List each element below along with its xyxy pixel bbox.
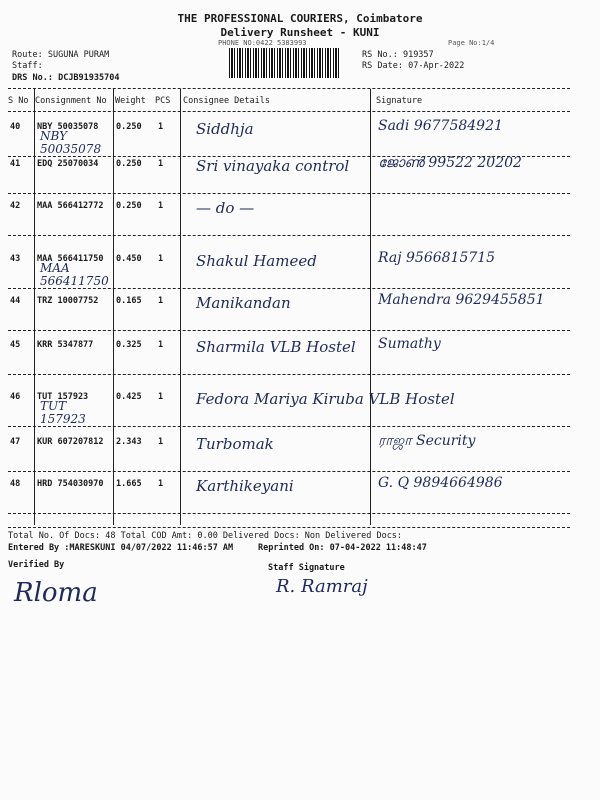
row-separator xyxy=(8,235,570,236)
row-pcs: 1 xyxy=(158,201,164,211)
row-signature: Sadi 9677584921 xyxy=(378,118,503,134)
row-separator xyxy=(8,288,570,289)
row-consignment-no: KUR 607207812 xyxy=(37,437,104,447)
entered-line: Entered By :MARESKUNI 04/07/2022 11:46:57 AM xyxy=(8,543,234,553)
staff-signature: R. Ramraj xyxy=(276,576,368,597)
row-handwritten-consignment: NBY 50035078 xyxy=(40,129,102,156)
table-top-rule xyxy=(8,88,570,89)
row-signature: G. Q 9894664986 xyxy=(378,475,503,491)
row-consignment-no: HRD 754030970 xyxy=(37,479,104,489)
drs-label: DRS No.: xyxy=(12,73,53,83)
row-sno: 48 xyxy=(10,479,21,489)
row-consignment-no: NBY 50035078 xyxy=(37,122,99,132)
col-sno: S No xyxy=(8,96,29,106)
row-separator xyxy=(8,471,570,472)
verified-label: Verified By xyxy=(8,560,65,570)
row-signature: Raj 9566815715 xyxy=(378,250,496,266)
col-consignment: Consignment No xyxy=(35,96,107,106)
row-signature: ജോൺ 99522 20202 xyxy=(378,155,522,171)
col-consignee: Consignee Details xyxy=(183,96,270,106)
table-header-rule xyxy=(8,111,570,112)
drs-value: DCJB91935704 xyxy=(58,73,120,83)
row-sno: 47 xyxy=(10,437,21,447)
rs-date-value: 07-Apr-2022 xyxy=(408,61,465,71)
row-separator xyxy=(8,374,570,375)
row-pcs: 1 xyxy=(158,437,164,447)
row-consignee: Turbomak xyxy=(196,435,274,453)
title-line-1: THE PROFESSIONAL COURIERS, Coimbatore xyxy=(177,12,423,25)
rs-date-row xyxy=(362,61,464,71)
row-separator xyxy=(8,426,570,427)
row-consignee: Fedora Mariya Kiruba VLB Hostel xyxy=(196,390,455,408)
row-sno: 46 xyxy=(10,392,21,402)
col-divider xyxy=(370,89,371,525)
row-consignee: — do — xyxy=(196,199,255,217)
col-pcs: PCS xyxy=(155,96,171,106)
row-weight: 0.165 xyxy=(116,296,142,306)
col-divider xyxy=(113,89,114,525)
rs-date-label: RS Date: xyxy=(362,61,403,71)
row-weight: 0.325 xyxy=(116,340,142,350)
row-handwritten-consignment: TUT 157923 xyxy=(40,399,86,426)
rs-no-value: 919357 xyxy=(402,50,434,60)
row-separator xyxy=(8,193,570,194)
staff-label: Staff: xyxy=(12,61,43,71)
row-weight: 0.450 xyxy=(116,254,142,264)
col-signature: Signature xyxy=(376,96,423,106)
barcode xyxy=(229,48,341,78)
row-pcs: 1 xyxy=(158,254,164,264)
reprinted-line: Reprinted On: 07-04-2022 11:48:47 xyxy=(258,543,427,553)
col-divider xyxy=(180,89,181,525)
row-signature: ராஜா Security xyxy=(378,433,476,449)
row-consignee: Sri vinayaka control xyxy=(196,157,350,175)
row-consignment-no: EDQ 25070034 xyxy=(37,159,99,169)
col-weight: Weight xyxy=(115,96,146,106)
row-pcs: 1 xyxy=(158,392,164,402)
table-header xyxy=(8,96,578,108)
col-divider xyxy=(34,89,35,525)
row-consignment-no: KRR 5347877 xyxy=(37,340,94,350)
row-pcs: 1 xyxy=(158,479,164,489)
route-value: SUGUNA PURAM xyxy=(47,50,110,60)
row-consignee: Karthikeyani xyxy=(196,477,294,495)
row-pcs: 1 xyxy=(158,296,164,306)
table-bottom-rule xyxy=(8,527,570,528)
row-consignee: Manikandan xyxy=(196,294,291,312)
row-weight: 1.665 xyxy=(116,479,142,489)
row-sno: 40 xyxy=(10,122,21,132)
row-weight: 0.250 xyxy=(116,201,142,211)
title-line-2: Delivery Runsheet - KUNI xyxy=(220,26,380,39)
row-consignment-no: MAA 566411750 xyxy=(37,254,104,264)
row-weight: 2.343 xyxy=(116,437,142,447)
row-consignment-no: MAA 566412772 xyxy=(37,201,104,211)
verified-signature: Rloma xyxy=(14,578,98,608)
row-weight: 0.425 xyxy=(116,392,142,402)
row-separator xyxy=(8,330,570,331)
row-handwritten-consignment: MAA 566411750 xyxy=(40,261,109,288)
rs-no-row xyxy=(362,50,434,60)
row-consignment-no: TRZ 10007752 xyxy=(37,296,99,306)
totals-line: Total No. Of Docs: 48 Total COD Amt: 0.00 Delivered Docs: Non Delivered Docs: xyxy=(8,531,403,541)
row-sno: 43 xyxy=(10,254,21,264)
row-sno: 41 xyxy=(10,159,21,169)
row-consignee: Shakul Hameed xyxy=(196,252,317,270)
row-pcs: 1 xyxy=(158,159,164,169)
page-line: Page No:1/4 xyxy=(448,39,495,47)
row-weight: 0.250 xyxy=(116,159,142,169)
row-consignee: Sharmila VLB Hostel xyxy=(196,338,356,356)
row-consignment-no: TUT 157923 xyxy=(37,392,89,402)
route-label: Route: xyxy=(12,50,43,60)
drs-row xyxy=(12,73,120,83)
staff-sig-label: Staff Signature xyxy=(268,563,345,573)
phone-line: PHONE NO:0422 5383993 xyxy=(218,39,307,47)
row-sno: 42 xyxy=(10,201,21,211)
row-pcs: 1 xyxy=(158,340,164,350)
row-pcs: 1 xyxy=(158,122,164,132)
row-signature: Sumathy xyxy=(378,336,441,352)
row-consignee: Siddhja xyxy=(196,120,254,138)
row-sno: 45 xyxy=(10,340,21,350)
row-sno: 44 xyxy=(10,296,21,306)
rs-no-label: RS No.: xyxy=(362,50,398,60)
route-row xyxy=(12,50,109,60)
row-weight: 0.250 xyxy=(116,122,142,132)
row-signature: Mahendra 9629455851 xyxy=(378,292,545,308)
row-separator xyxy=(8,513,570,514)
